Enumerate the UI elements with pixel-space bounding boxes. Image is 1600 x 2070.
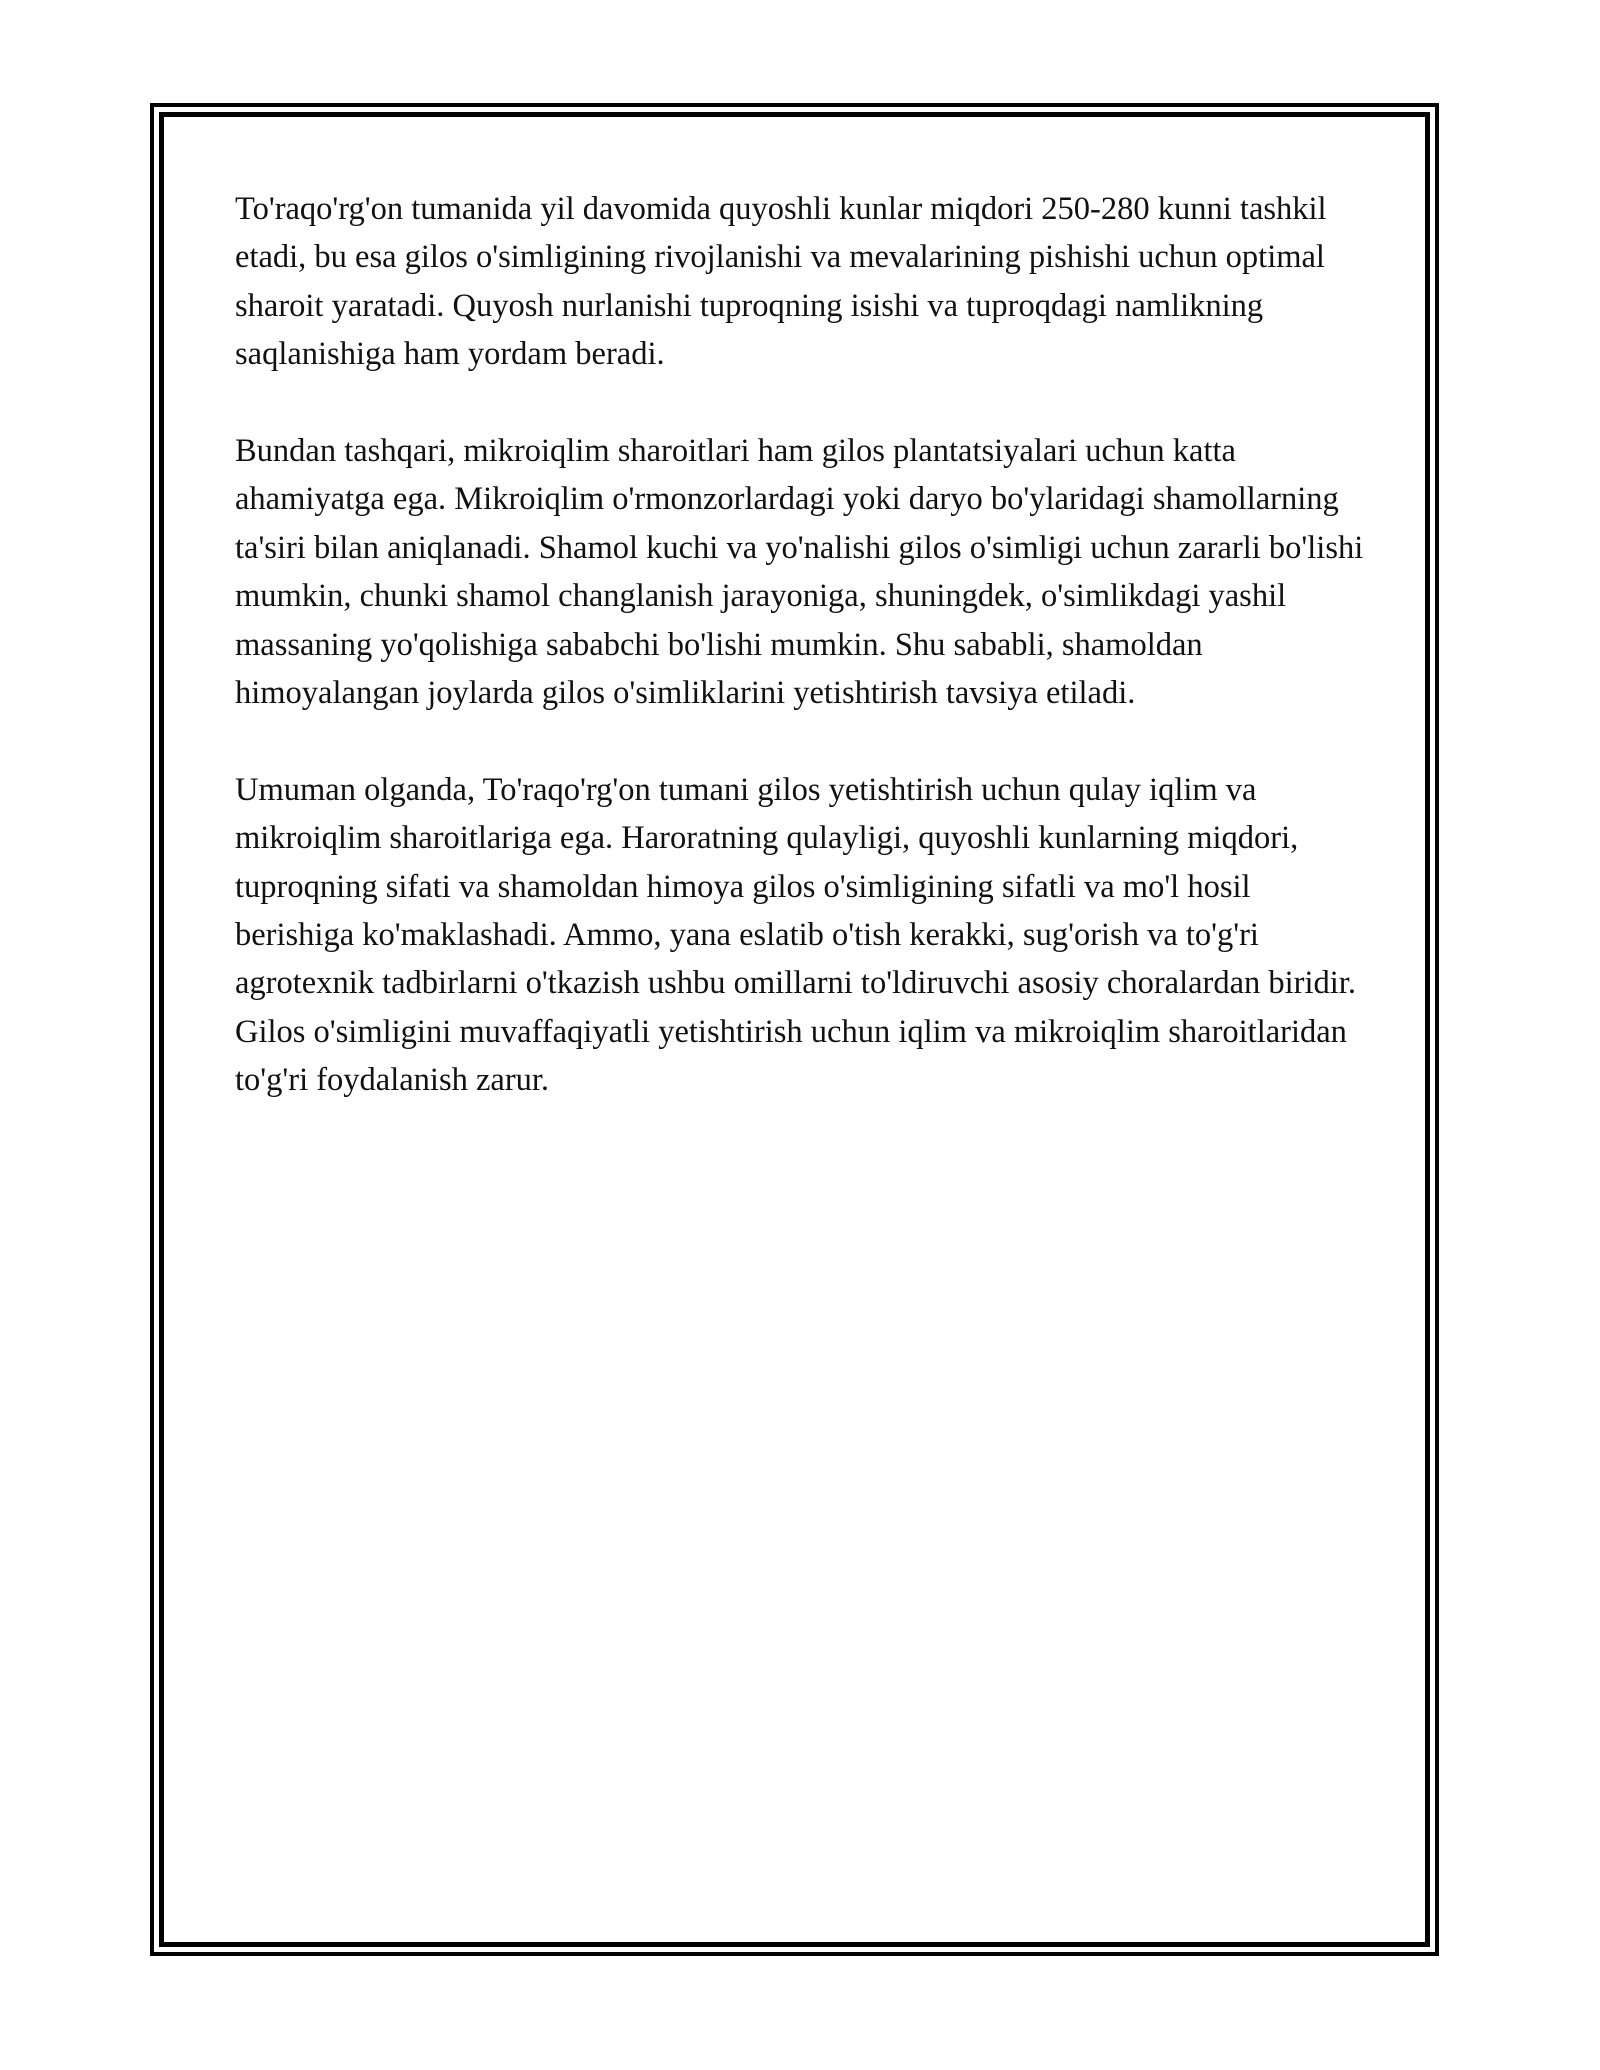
document-body (235, 185, 1370, 1153)
paragraph-1: To'raqo'rg'on tumanida yil davomida quyoshli kunlar miqdori 250-280 kunni tashkil etadi, bu esa gilos o'simligining rivojlanishi va mevalarining pishishi uchun optimal sharoit yaratadi. Quyosh nurlanishi tuproqning isishi va tuproqdagi namlikning saqlanishiga ham yordam beradi. (235, 191, 1327, 373)
paragraph-3: Umuman olganda, To'raqo'rg'on tumani gilos yetishtirish uchun qulay iqlim va mikroiqlim sharoitlariga ega. Haroratning qulayligi, quyoshli kunlarning miqdori, tuproqning sifati va shamoldan himoya gilos o'simligining sifatli va mo'l hosil berishiga ko'maklashadi. Ammo, yana eslatib o'tish kerakki, sug'orish va to'g'ri agrotexnik tadbirlarni o'tkazish ushbu omillarni to'ldiruvchi asosiy choralardan biridir. Gilos o'simligini muvaffaqiyatli yetishtirish uchun iqlim va mikroiqlim sharoitlaridan to'g'ri foydalanish zarur. (235, 771, 1356, 1099)
paragraph-2: Bundan tashqari, mikroiqlim sharoitlari ham gilos plantatsiyalari uchun katta ahamiyatga ega. Mikroiqlim o'rmonzorlardagi yoki daryo bo'ylaridagi shamollarning ta'siri bilan aniqlanadi. Shamol kuchi va yo'nalishi gilos o'simligi uchun zararli bo'lishi mumkin, chunki shamol changlanish jarayoniga, shuningdek, o'simlikdagi yashil massaning yo'qolishiga sababchi bo'lishi mumkin. Shu sababli, shamoldan himoyalangan joylarda gilos o'simliklarini yetishtirish tavsiya etiladi. (235, 433, 1364, 712)
